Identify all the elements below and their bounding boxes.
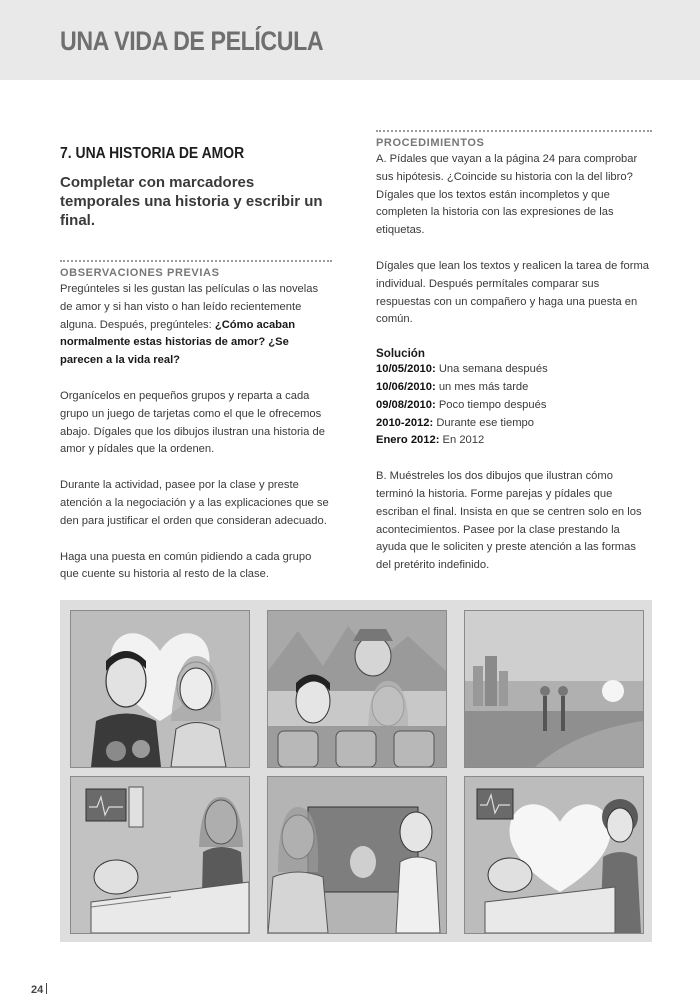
solution-text: Una semana después	[435, 363, 548, 376]
page-header	[0, 0, 700, 80]
comic-panel-van	[267, 776, 447, 934]
solution-block	[376, 347, 652, 450]
comic-panel-hospital	[70, 776, 250, 934]
solution-line	[376, 397, 652, 415]
comic-strip	[60, 600, 652, 942]
solution-date: 10/05/2010:	[376, 363, 436, 376]
solution-line	[376, 415, 652, 433]
comic-panel-hospital-heart	[464, 776, 644, 934]
solution-date: 2010-2012:	[376, 416, 434, 429]
comic-panel-cinema	[267, 610, 447, 768]
solution-text: En 2012	[439, 434, 485, 447]
solution-date: 10/06/2010:	[376, 380, 436, 393]
page-number-text: 24	[31, 984, 44, 996]
paragraph-sharing: Haga una puesta en común pidiendo a cada grupo que cuente su historia al resto de la clase.	[60, 550, 312, 581]
paragraph-b: B. Muéstreles los dos dibujos que ilustran cómo terminó la historia. Forme parejas y pídales que escriban el final. Insista en que se centren solo en los acontecimientos. Pasee por la clase prestando la ayuda que le soliciten y preste atención a las formas del pretérito indefinido.	[376, 470, 642, 572]
intro-question: ¿Cómo acaban normalmente estas historias de amor? ¿Se parecen a la vida real?	[60, 318, 296, 367]
solution-text: un mes más tarde	[435, 380, 529, 393]
solution-line	[376, 432, 652, 450]
right-column	[376, 130, 652, 593]
solution-date: Enero 2012:	[376, 434, 440, 447]
paragraph-a2: Dígales que lean los textos y realicen la tarea de forma individual. Después permítales comparar sus respuestas con un compañero y haga una puesta en común.	[376, 259, 650, 326]
solution-title: Solución	[376, 347, 425, 361]
procedimientos-label: PROCEDIMIENTOS	[376, 137, 485, 149]
paragraph-a: A. Pídales que vayan a la página 24 para comprobar sus hipótesis. ¿Coincide su historia con la del libro? Dígales que los textos están incompletos y que completen la historia con las expresiones de las etiquetas.	[376, 153, 638, 237]
paragraph-groups: Organícelos en pequeños grupos y reparta a cada grupo un juego de tarjetas como el que le ofrecemos abajo. Dígales que los dibujos ilustran una historia de amor y pídales que la ordenen.	[60, 389, 325, 456]
paragraph-intro	[60, 281, 332, 370]
dotted-divider	[376, 130, 652, 132]
dotted-divider	[60, 260, 332, 262]
solution-line	[376, 361, 652, 379]
section-subtitle: Completar con marcadores temporales una historia y escribir un final.	[60, 174, 323, 229]
comic-panel-beach	[464, 610, 644, 768]
solution-text: Poco tiempo después	[435, 398, 547, 411]
page-number	[31, 983, 47, 996]
paragraph-activity: Durante la actividad, pasee por la clase y preste atención a la negociación y a las explicaciones que se den para justificar el orden que consideran adecuado.	[60, 479, 329, 527]
section-title: 7. UNA HISTORIA DE AMOR	[60, 145, 245, 162]
solution-text: Durante ese tiempo	[433, 416, 534, 429]
left-column	[60, 145, 332, 602]
solution-date: 09/08/2010:	[376, 398, 436, 411]
observaciones-label: OBSERVACIONES PREVIAS	[60, 267, 220, 279]
comic-panel-couple-heart	[70, 610, 250, 768]
page-title: UNA VIDA DE PELÍCULA	[60, 26, 324, 56]
intro-text: Pregúnteles si les gustan las películas o las novelas de amor y si han visto o han leído recientemente alguna. Después, pregúnteles:	[60, 283, 319, 331]
solution-line	[376, 379, 652, 397]
page-number-bar	[46, 983, 47, 994]
